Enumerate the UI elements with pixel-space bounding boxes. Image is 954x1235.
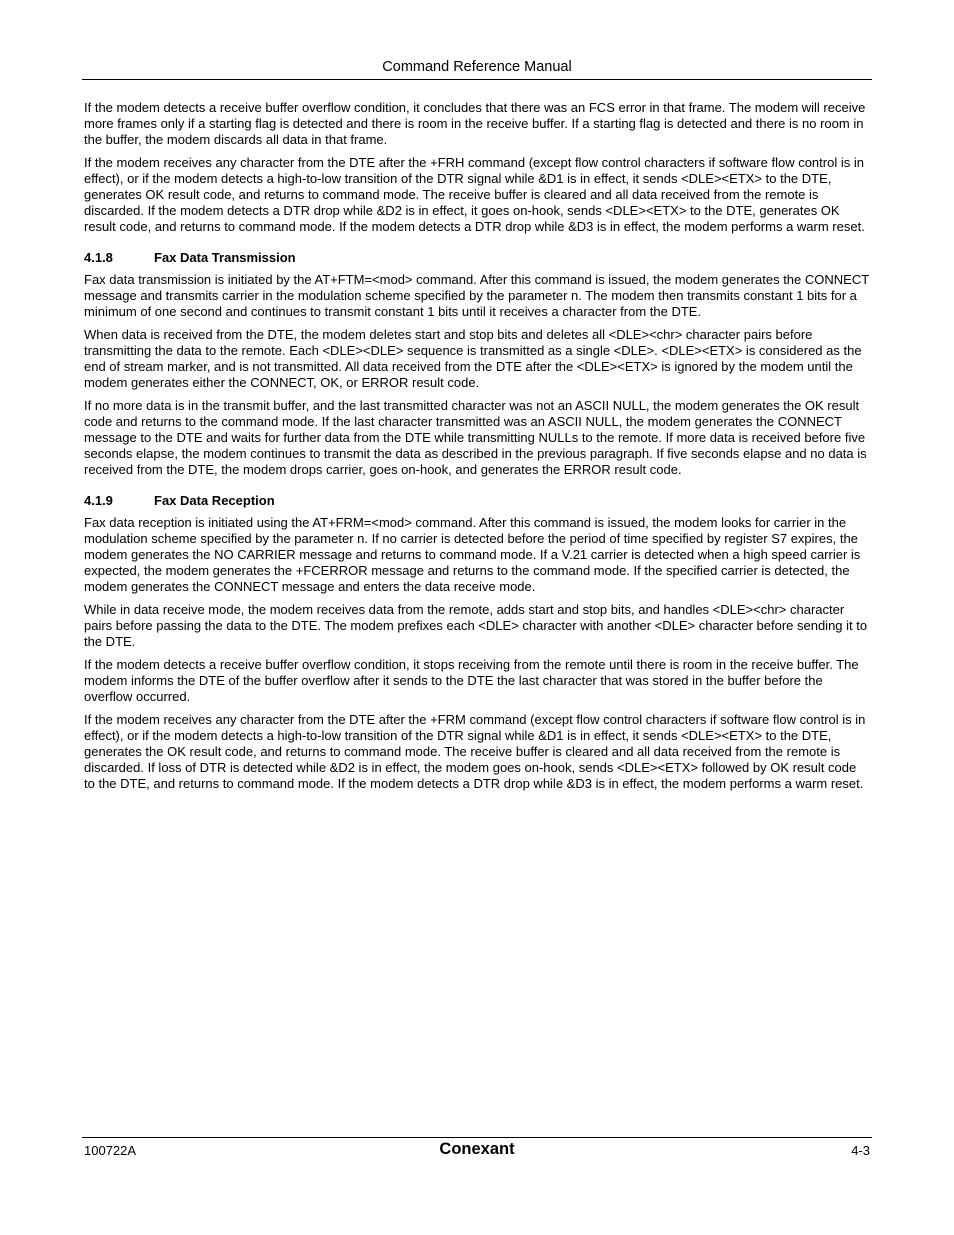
page-footer — [84, 1140, 870, 1162]
body-paragraph: If the modem detects a receive buffer overflow condition, it concludes that there was an FCS error in that frame. The modem will receive more frames only if a starting flag is detected and there is room in the receive buffer. If a starting flag is detected and there is no room in the buffer, the modem discards all data in that frame. — [84, 100, 866, 147]
page-number: 4-3 — [851, 1143, 870, 1158]
body-paragraph: Fax data transmission is initiated by the AT+FTM=<mod> command. After this command is issued, the modem generates the CONNECT message and transmits carrier in the modulation scheme specified by the parameter n. The modem then transmits constant 1 bits for a minimum of one second and continues to transmit constant 1 bits until it receives a character from the DTE. — [84, 272, 869, 319]
body-paragraph: If the modem receives any character from the DTE after the +FRM command (except flow control characters if software flow control is in effect), or if the modem detects a high-to-low transition of the DTR signal while &D1 is in effect, it sends <DLE><ETX> to the DTE, generates the OK result code, and returns to command mode. The receive buffer is cleared and all data received from the remote is discarded. If loss of DTR is detected while &D2 is in effect, the modem goes on-hook, sends <DLE><ETX> followed by OK result code to the DTE, and returns to command mode. If the modem detects a DTR drop while &D3 is in effect, the modem performs a warm reset. — [84, 712, 866, 791]
section-title: Fax Data Reception — [154, 493, 275, 508]
body-paragraph: If the modem detects a receive buffer overflow condition, it stops receiving from the remote until there is room in the receive buffer. The modem informs the DTE of the buffer overflow after it sends to the DTE the last character that was stored in the buffer before the overflow occurred. — [84, 657, 859, 704]
section-heading-fax-data-transmission — [84, 250, 870, 266]
page-header-title: Command Reference Manual — [382, 59, 572, 75]
section-number: 4.1.9 — [84, 493, 113, 508]
body-paragraph: While in data receive mode, the modem receives data from the remote, adds start and stop bits, and handles <DLE><chr> character pairs before passing the data to the DTE. The modem prefixes each <DLE> character with another <DLE> character before sending it to the DTE. — [84, 602, 868, 649]
footer-divider — [82, 1137, 872, 1138]
section-heading-fax-data-reception — [84, 493, 870, 509]
body-paragraph: When data is received from the DTE, the modem deletes start and stop bits and deletes all <DLE><chr> character pairs before transmitting the data to the remote. Each <DLE><DLE> sequence is transmitted as a single <DLE>. <DLE><ETX> is considered as the end of stream marker, and is not transmitted. All data received from the DTE after the <DLE><ETX> is ignored by the modem until the modem generates either the CONNECT, OK, or ERROR result code. — [84, 327, 862, 390]
body-paragraph: Fax data reception is initiated using the AT+FRM=<mod> command. After this command is issued, the modem looks for carrier in the modulation scheme specified by the parameter n. If no carrier is detected before the period of time specified by register S7 expires, the modem generates the NO CARRIER message and returns to command mode. If a V.21 carrier is detected when a high speed carrier is expected, the modem generates the +FCERROR message and returns to the command mode. If the specified carrier is detected, the modem generates the CONNECT message and enters the data receive mode. — [84, 515, 861, 594]
body-paragraph: If the modem receives any character from the DTE after the +FRH command (except flow control characters if software flow control is in effect), or if the modem detects a high-to-low transition of the DTR signal while &D1 is in effect, it sends <DLE><ETX> to the DTE, generates OK result code, and returns to command mode. The receive buffer is cleared and all data received from the remote is discarded. If the modem detects a DTR drop while &D2 is in effect, it goes on-hook, sends <DLE><ETX> to the DTE, generates OK result code, and returns to command mode. If the modem detects a DTR drop while &D3 is in effect, the modem performs a warm reset. — [84, 155, 865, 234]
header-divider — [82, 79, 872, 80]
document-number: 100722A — [84, 1143, 137, 1158]
section-title: Fax Data Transmission — [154, 250, 296, 265]
company-name: Conexant — [439, 1140, 515, 1158]
document-body — [84, 100, 870, 799]
body-paragraph: If no more data is in the transmit buffer, and the last transmitted character was not an ASCII NULL, the modem generates the OK result code and returns to the command mode. If the last character transmitted was an ASCII NULL, the modem generates the CONNECT message to the DTE and waits for further data from the DTE while transmitting NULLs to the remote. If more data is received before five seconds elapse, the modem continues to transmit the data as described in the previous paragraph. If five seconds elapse and no data is received from the DTE, the modem drops carrier, goes on-hook, and generates the ERROR result code. — [84, 398, 867, 477]
section-number: 4.1.8 — [84, 250, 113, 265]
